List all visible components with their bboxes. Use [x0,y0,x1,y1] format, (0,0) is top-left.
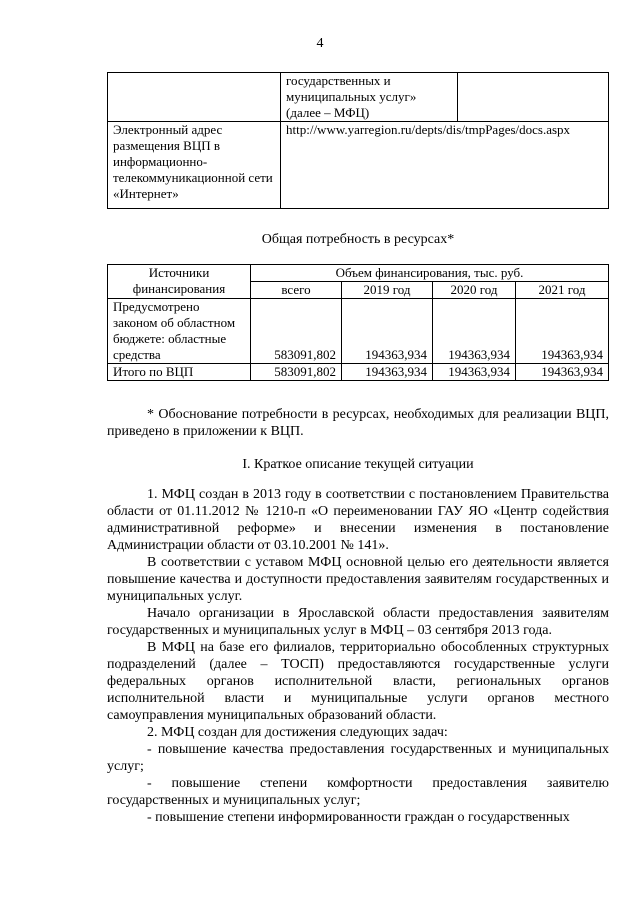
cell-total: 583091,802 [251,364,342,381]
page-number: 4 [316,36,324,51]
col-2019: 2019 год [342,282,433,299]
paragraph: В МФЦ на базе его филиалов, территориально обособленных структурных подразделений (далее – ТОСП) предоставляются государственные услуги федеральных органов исполнительной власти, региональных органов исполнительной власти и муниципальные услуги органов местного самоуправления муниципальных образований области. [107,640,609,723]
cell-total: 583091,802 [251,299,342,364]
col-total: всего [251,282,342,299]
info-table [107,72,609,209]
table-row [108,73,609,122]
cell-2020: 194363,934 [433,364,516,381]
paragraph: - повышение степени комфортности предоставления заявителю государственных и муниципальных услуг; [107,776,609,808]
section-title: I. Краткое описание текущей ситуации [242,457,474,472]
footnote-block [107,406,609,440]
table-header-row [108,265,609,282]
table-row [108,299,609,364]
col-2021: 2021 год [516,282,609,299]
body-paragraphs [107,486,609,826]
row-label: Предусмотрено законом об областном бюджете: областные средства [108,299,251,364]
col-2020: 2020 год [433,282,516,299]
cell-2020: 194363,934 [433,299,516,364]
resources-table [107,264,609,381]
paragraph: 2. МФЦ создан для достижения следующих задач: [147,725,448,740]
cell-2019: 194363,934 [342,364,433,381]
table-row [108,364,609,381]
paragraph: В соответствии с уставом МФЦ основной целью его деятельности является повышение качества и доступности предоставления заявителям государственных и муниципальных услуг. [107,555,609,604]
table-cell: государственных и муниципальных услуг» (далее – МФЦ) [281,73,458,122]
footnote: * Обоснование потребности в ресурсах, необходимых для реализации ВЦП, приведено в приложении к ВЦП. [107,407,609,439]
paragraph: 1. МФЦ создан в 2013 году в соответствии с постановлением Правительства области от 01.11.2012 № 1210-п «О переименовании ГАУ ЯО «Центр содействия административной реформе» и внесении изменения в постановление Администрации области от 03.10.2001 № 141». [107,487,609,553]
section-heading-block [107,456,609,473]
table-cell: Электронный адрес размещения ВЦП в информационно-телекоммуникационной сети «Интернет» [108,122,281,209]
table-row [108,122,609,209]
resources-title: Общая потребность в ресурсах* [261,232,455,247]
table-cell [108,73,281,122]
header-volume: Объем финансирования, тыс. руб. [251,265,609,282]
paragraph: Начало организации в Ярославской области предоставления заявителям государственных и муниципальных услуг в МФЦ – 03 сентября 2013 года. [107,606,609,638]
header-source: Источники финансирования [108,265,251,299]
cell-2019: 194363,934 [342,299,433,364]
row-label: Итого по ВЦП [108,364,251,381]
site-url: http://www.yarregion.ru/depts/dis/tmpPages/docs.aspx [281,122,609,209]
table-cell [458,73,609,122]
cell-2021: 194363,934 [516,364,609,381]
cell-2021: 194363,934 [516,299,609,364]
paragraph: - повышение качества предоставления государственных и муниципальных услуг; [107,742,609,774]
paragraph: - повышение степени информированности граждан о государственных [147,810,570,825]
